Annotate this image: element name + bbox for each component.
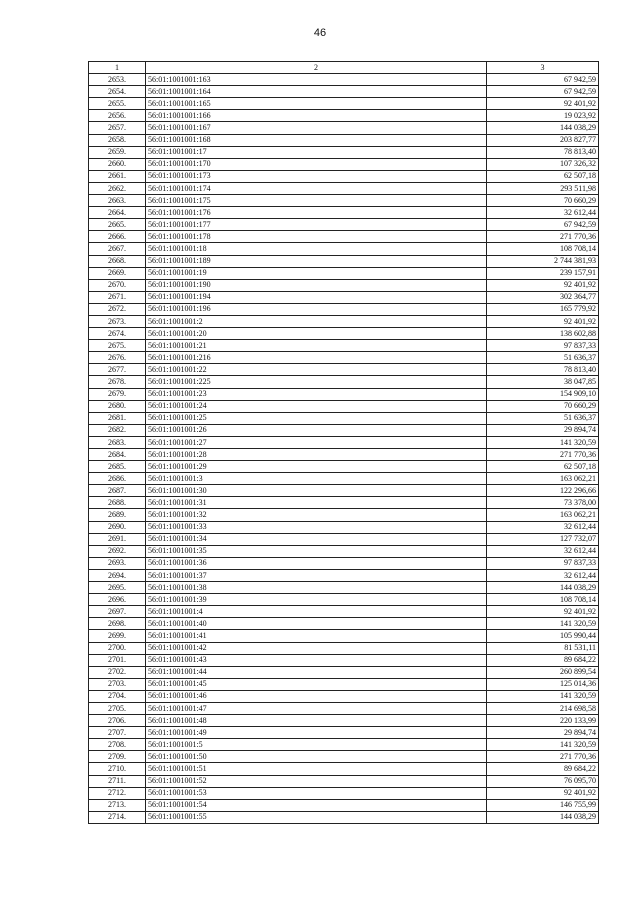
cadastral-value: 141 320,59 — [487, 690, 599, 702]
cadastral-number: 56:01:1001001:165 — [146, 98, 487, 110]
table-row — [89, 763, 599, 775]
cadastral-value: 89 684,22 — [487, 763, 599, 775]
cadastral-number: 56:01:1001001:166 — [146, 110, 487, 122]
cadastral-value: 38 047,85 — [487, 376, 599, 388]
row-index: 2671. — [89, 291, 146, 303]
cadastral-number: 56:01:1001001:37 — [146, 569, 487, 581]
table-row — [89, 702, 599, 714]
cadastral-value: 163 062,21 — [487, 509, 599, 521]
cadastral-number: 56:01:1001001:168 — [146, 134, 487, 146]
cadastral-value: 67 942,59 — [487, 219, 599, 231]
column-header-value: 3 — [487, 62, 599, 74]
row-index: 2689. — [89, 509, 146, 521]
row-index: 2657. — [89, 122, 146, 134]
cadastral-number: 56:01:1001001:189 — [146, 255, 487, 267]
cadastral-number: 56:01:1001001:48 — [146, 715, 487, 727]
cadastral-value: 62 507,18 — [487, 461, 599, 473]
cadastral-number: 56:01:1001001:42 — [146, 642, 487, 654]
cadastral-number: 56:01:1001001:2 — [146, 315, 487, 327]
cadastral-number: 56:01:1001001:25 — [146, 412, 487, 424]
table-row — [89, 170, 599, 182]
cadastral-value: 32 612,44 — [487, 521, 599, 533]
table-row — [89, 594, 599, 606]
cadastral-number: 56:01:1001001:49 — [146, 727, 487, 739]
row-index: 2670. — [89, 279, 146, 291]
row-index: 2680. — [89, 400, 146, 412]
cadastral-value: 92 401,92 — [487, 98, 599, 110]
row-index: 2700. — [89, 642, 146, 654]
row-index: 2664. — [89, 207, 146, 219]
row-index: 2682. — [89, 424, 146, 436]
row-index: 2705. — [89, 702, 146, 714]
cadastral-value: 92 401,92 — [487, 279, 599, 291]
row-index: 2695. — [89, 582, 146, 594]
cadastral-number: 56:01:1001001:38 — [146, 582, 487, 594]
table-row — [89, 207, 599, 219]
cadastral-number: 56:01:1001001:21 — [146, 340, 487, 352]
table-row — [89, 267, 599, 279]
table-row — [89, 569, 599, 581]
table-row — [89, 340, 599, 352]
table-row — [89, 158, 599, 170]
cadastral-value: 67 942,59 — [487, 74, 599, 86]
table-row — [89, 545, 599, 557]
cadastral-value: 165 779,92 — [487, 303, 599, 315]
row-index: 2692. — [89, 545, 146, 557]
row-index: 2712. — [89, 787, 146, 799]
table-row — [89, 376, 599, 388]
cadastral-number: 56:01:1001001:29 — [146, 461, 487, 473]
cadastral-number: 56:01:1001001:35 — [146, 545, 487, 557]
cadastral-value: 105 990,44 — [487, 630, 599, 642]
cadastral-value: 271 770,36 — [487, 751, 599, 763]
table-header-row — [89, 62, 599, 74]
table-row — [89, 364, 599, 376]
table-row — [89, 618, 599, 630]
table-row — [89, 521, 599, 533]
row-index: 2704. — [89, 690, 146, 702]
row-index: 2668. — [89, 255, 146, 267]
row-index: 2673. — [89, 315, 146, 327]
cadastral-value: 220 133,99 — [487, 715, 599, 727]
cadastral-number: 56:01:1001001:167 — [146, 122, 487, 134]
table-row — [89, 98, 599, 110]
row-index: 2706. — [89, 715, 146, 727]
cadastral-number: 56:01:1001001:173 — [146, 170, 487, 182]
cadastral-value: 51 636,37 — [487, 352, 599, 364]
cadastral-number: 56:01:1001001:22 — [146, 364, 487, 376]
cadastral-number: 56:01:1001001:31 — [146, 497, 487, 509]
table-row — [89, 461, 599, 473]
cadastral-value: 73 378,00 — [487, 497, 599, 509]
table-row — [89, 509, 599, 521]
table-row — [89, 195, 599, 207]
table-row — [89, 74, 599, 86]
table-row — [89, 473, 599, 485]
cadastral-value: 108 708,14 — [487, 243, 599, 255]
table-row — [89, 787, 599, 799]
row-index: 2659. — [89, 146, 146, 158]
row-index: 2707. — [89, 727, 146, 739]
cadastral-number: 56:01:1001001:46 — [146, 690, 487, 702]
cadastral-number: 56:01:1001001:20 — [146, 328, 487, 340]
cadastral-number: 56:01:1001001:47 — [146, 702, 487, 714]
cadastral-number: 56:01:1001001:174 — [146, 182, 487, 194]
cadastral-value: 271 770,36 — [487, 231, 599, 243]
table-row — [89, 799, 599, 811]
table-row — [89, 739, 599, 751]
table-row — [89, 315, 599, 327]
cadastral-value: 32 612,44 — [487, 569, 599, 581]
cadastral-value: 51 636,37 — [487, 412, 599, 424]
row-index: 2674. — [89, 328, 146, 340]
row-index: 2691. — [89, 533, 146, 545]
cadastral-number: 56:01:1001001:50 — [146, 751, 487, 763]
cadastral-number: 56:01:1001001:40 — [146, 618, 487, 630]
row-index: 2679. — [89, 388, 146, 400]
row-index: 2713. — [89, 799, 146, 811]
row-index: 2676. — [89, 352, 146, 364]
cadastral-value: 141 320,59 — [487, 618, 599, 630]
cadastral-value: 19 023,92 — [487, 110, 599, 122]
row-index: 2672. — [89, 303, 146, 315]
table-row — [89, 582, 599, 594]
table-row — [89, 630, 599, 642]
cadastral-number: 56:01:1001001:175 — [146, 195, 487, 207]
table-row — [89, 231, 599, 243]
table-row — [89, 678, 599, 690]
table-row — [89, 715, 599, 727]
row-index: 2684. — [89, 449, 146, 461]
row-index: 2702. — [89, 666, 146, 678]
row-index: 2662. — [89, 182, 146, 194]
cadastral-number: 56:01:1001001:216 — [146, 352, 487, 364]
row-index: 2667. — [89, 243, 146, 255]
cadastral-number: 56:01:1001001:170 — [146, 158, 487, 170]
cadastral-value: 89 684,22 — [487, 654, 599, 666]
row-index: 2675. — [89, 340, 146, 352]
row-index: 2698. — [89, 618, 146, 630]
cadastral-value-table — [88, 61, 599, 824]
table-row — [89, 424, 599, 436]
table-body — [89, 74, 599, 824]
cadastral-number: 56:01:1001001:17 — [146, 146, 487, 158]
row-index: 2696. — [89, 594, 146, 606]
row-index: 2693. — [89, 557, 146, 569]
cadastral-number: 56:01:1001001:196 — [146, 303, 487, 315]
cadastral-number: 56:01:1001001:45 — [146, 678, 487, 690]
table-row — [89, 86, 599, 98]
row-index: 2661. — [89, 170, 146, 182]
cadastral-number: 56:01:1001001:26 — [146, 424, 487, 436]
row-index: 2711. — [89, 775, 146, 787]
cadastral-number: 56:01:1001001:32 — [146, 509, 487, 521]
row-index: 2677. — [89, 364, 146, 376]
row-index: 2656. — [89, 110, 146, 122]
table-row — [89, 775, 599, 787]
cadastral-number: 56:01:1001001:23 — [146, 388, 487, 400]
cadastral-value: 81 531,11 — [487, 642, 599, 654]
cadastral-value: 29 894,74 — [487, 727, 599, 739]
table-row — [89, 436, 599, 448]
cadastral-value: 163 062,21 — [487, 473, 599, 485]
row-index: 2681. — [89, 412, 146, 424]
table-row — [89, 557, 599, 569]
cadastral-value: 70 660,29 — [487, 195, 599, 207]
cadastral-value: 302 364,77 — [487, 291, 599, 303]
table-row — [89, 279, 599, 291]
table-row — [89, 255, 599, 267]
table-row — [89, 243, 599, 255]
cadastral-number: 56:01:1001001:163 — [146, 74, 487, 86]
row-index: 2678. — [89, 376, 146, 388]
cadastral-value: 293 511,98 — [487, 182, 599, 194]
row-index: 2699. — [89, 630, 146, 642]
table-row — [89, 219, 599, 231]
row-index: 2658. — [89, 134, 146, 146]
row-index: 2708. — [89, 739, 146, 751]
row-index: 2697. — [89, 606, 146, 618]
table-row — [89, 412, 599, 424]
cadastral-value: 32 612,44 — [487, 545, 599, 557]
row-index: 2654. — [89, 86, 146, 98]
table-row — [89, 642, 599, 654]
cadastral-number: 56:01:1001001:4 — [146, 606, 487, 618]
cadastral-value: 138 602,88 — [487, 328, 599, 340]
table-row — [89, 690, 599, 702]
table-row — [89, 134, 599, 146]
cadastral-number: 56:01:1001001:53 — [146, 787, 487, 799]
row-index: 2655. — [89, 98, 146, 110]
row-index: 2690. — [89, 521, 146, 533]
row-index: 2703. — [89, 678, 146, 690]
cadastral-value: 144 038,29 — [487, 582, 599, 594]
table-row — [89, 533, 599, 545]
cadastral-number: 56:01:1001001:33 — [146, 521, 487, 533]
cadastral-number: 56:01:1001001:3 — [146, 473, 487, 485]
cadastral-value: 141 320,59 — [487, 739, 599, 751]
cadastral-value: 125 014,36 — [487, 678, 599, 690]
row-index: 2686. — [89, 473, 146, 485]
cadastral-value: 76 095,70 — [487, 775, 599, 787]
cadastral-number: 56:01:1001001:176 — [146, 207, 487, 219]
cadastral-value: 97 837,33 — [487, 340, 599, 352]
cadastral-number: 56:01:1001001:36 — [146, 557, 487, 569]
table-row — [89, 666, 599, 678]
table-row — [89, 328, 599, 340]
cadastral-value: 29 894,74 — [487, 424, 599, 436]
table-row — [89, 400, 599, 412]
cadastral-number: 56:01:1001001:41 — [146, 630, 487, 642]
row-index: 2710. — [89, 763, 146, 775]
table-row — [89, 654, 599, 666]
table-row — [89, 291, 599, 303]
table-row — [89, 110, 599, 122]
cadastral-value: 2 744 381,93 — [487, 255, 599, 267]
cadastral-value: 141 320,59 — [487, 436, 599, 448]
cadastral-value: 154 909,10 — [487, 388, 599, 400]
cadastral-number: 56:01:1001001:177 — [146, 219, 487, 231]
cadastral-value: 92 401,92 — [487, 606, 599, 618]
table-row — [89, 352, 599, 364]
cadastral-number: 56:01:1001001:34 — [146, 533, 487, 545]
cadastral-value: 97 837,33 — [487, 557, 599, 569]
cadastral-value: 92 401,92 — [487, 787, 599, 799]
cadastral-value: 146 755,99 — [487, 799, 599, 811]
cadastral-number: 56:01:1001001:52 — [146, 775, 487, 787]
row-index: 2663. — [89, 195, 146, 207]
table-row — [89, 727, 599, 739]
cadastral-number: 56:01:1001001:194 — [146, 291, 487, 303]
table-row — [89, 388, 599, 400]
row-index: 2653. — [89, 74, 146, 86]
cadastral-number: 56:01:1001001:178 — [146, 231, 487, 243]
cadastral-value: 122 296,66 — [487, 485, 599, 497]
row-index: 2688. — [89, 497, 146, 509]
table-row — [89, 122, 599, 134]
cadastral-value: 203 827,77 — [487, 134, 599, 146]
table-row — [89, 449, 599, 461]
row-index: 2714. — [89, 811, 146, 823]
row-index: 2709. — [89, 751, 146, 763]
cadastral-number: 56:01:1001001:18 — [146, 243, 487, 255]
table-row — [89, 751, 599, 763]
cadastral-number: 56:01:1001001:44 — [146, 666, 487, 678]
row-index: 2669. — [89, 267, 146, 279]
row-index: 2694. — [89, 569, 146, 581]
cadastral-number: 56:01:1001001:225 — [146, 376, 487, 388]
cadastral-number: 56:01:1001001:19 — [146, 267, 487, 279]
cadastral-value: 260 899,54 — [487, 666, 599, 678]
cadastral-number: 56:01:1001001:190 — [146, 279, 487, 291]
cadastral-value: 107 326,32 — [487, 158, 599, 170]
cadastral-number: 56:01:1001001:51 — [146, 763, 487, 775]
cadastral-value: 108 708,14 — [487, 594, 599, 606]
cadastral-number: 56:01:1001001:24 — [146, 400, 487, 412]
cadastral-number: 56:01:1001001:5 — [146, 739, 487, 751]
cadastral-value: 62 507,18 — [487, 170, 599, 182]
column-header-cadastral-number: 2 — [146, 62, 487, 74]
row-index: 2701. — [89, 654, 146, 666]
row-index: 2683. — [89, 436, 146, 448]
cadastral-value: 67 942,59 — [487, 86, 599, 98]
cadastral-number: 56:01:1001001:54 — [146, 799, 487, 811]
cadastral-value: 78 813,40 — [487, 146, 599, 158]
cadastral-number: 56:01:1001001:28 — [146, 449, 487, 461]
cadastral-number: 56:01:1001001:55 — [146, 811, 487, 823]
table-row — [89, 182, 599, 194]
cadastral-number: 56:01:1001001:27 — [146, 436, 487, 448]
table-row — [89, 606, 599, 618]
column-header-index: 1 — [89, 62, 146, 74]
row-index: 2660. — [89, 158, 146, 170]
table-row — [89, 303, 599, 315]
cadastral-number: 56:01:1001001:164 — [146, 86, 487, 98]
cadastral-number: 56:01:1001001:43 — [146, 654, 487, 666]
table-row — [89, 811, 599, 823]
row-index: 2666. — [89, 231, 146, 243]
table-row — [89, 497, 599, 509]
page-number: 46 — [313, 27, 327, 39]
cadastral-number: 56:01:1001001:30 — [146, 485, 487, 497]
cadastral-value: 239 157,91 — [487, 267, 599, 279]
table-row — [89, 485, 599, 497]
cadastral-value: 271 770,36 — [487, 449, 599, 461]
cadastral-value: 78 813,40 — [487, 364, 599, 376]
row-index: 2687. — [89, 485, 146, 497]
cadastral-number: 56:01:1001001:39 — [146, 594, 487, 606]
cadastral-value: 92 401,92 — [487, 315, 599, 327]
cadastral-value: 144 038,29 — [487, 122, 599, 134]
cadastral-value: 127 732,07 — [487, 533, 599, 545]
table-row — [89, 146, 599, 158]
cadastral-value: 144 038,29 — [487, 811, 599, 823]
row-index: 2665. — [89, 219, 146, 231]
cadastral-value: 32 612,44 — [487, 207, 599, 219]
cadastral-value: 70 660,29 — [487, 400, 599, 412]
row-index: 2685. — [89, 461, 146, 473]
cadastral-value: 214 698,58 — [487, 702, 599, 714]
